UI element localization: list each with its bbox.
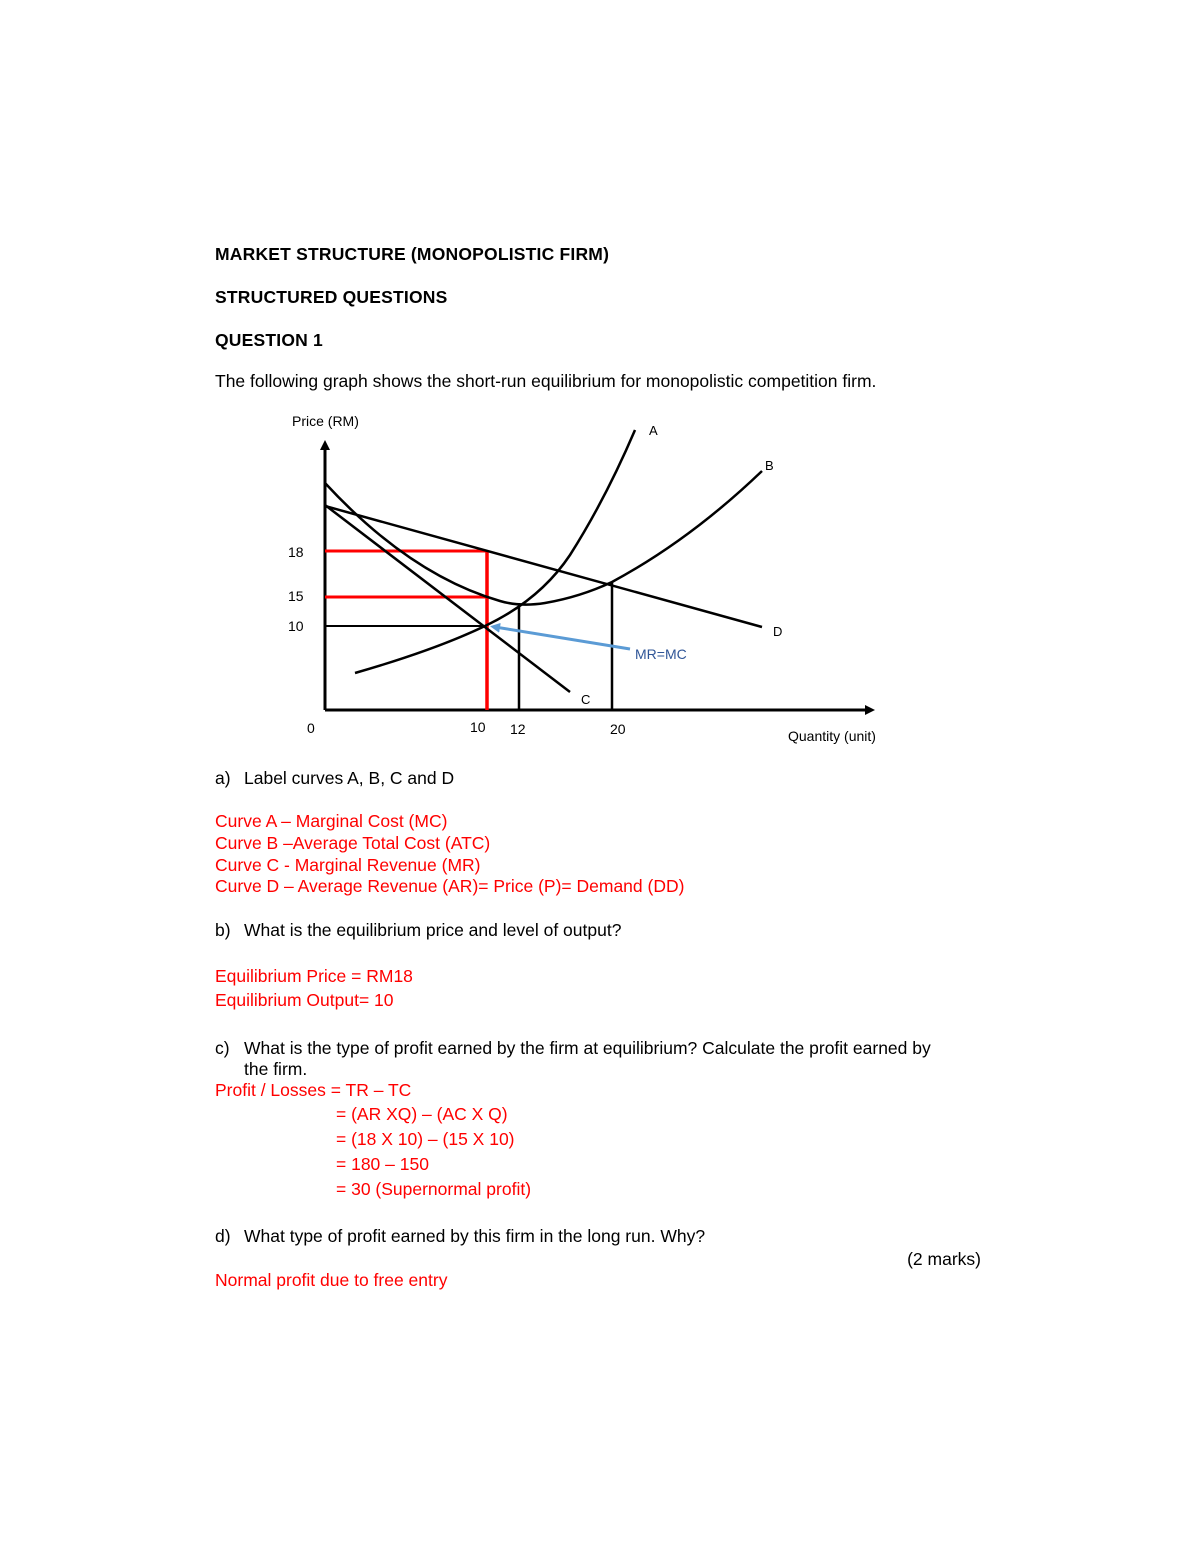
question-a (215, 768, 454, 789)
answer-a-line: Curve A – Marginal Cost (MC) (215, 811, 448, 831)
answer-a-line: Curve D – Average Revenue (AR)= Price (P)= Demand (DD) (215, 876, 685, 896)
marks-label: (2 marks) (907, 1249, 981, 1269)
y-tick-label: 10 (288, 618, 304, 634)
y-tick-label: 15 (288, 588, 304, 604)
curve-d-label: D (773, 624, 783, 639)
question-c-text-continued: the firm. (244, 1059, 308, 1079)
answer-a-line: Curve C - Marginal Revenue (MR) (215, 855, 481, 875)
question-a-text: Label curves A, B, C and D (244, 768, 455, 788)
answer-d: Normal profit due to free entry (215, 1270, 448, 1290)
curve-a-label: A (649, 423, 658, 438)
question-b-number: b) (215, 920, 231, 940)
question-c-number: c) (215, 1038, 230, 1058)
y-tick-label: 18 (288, 544, 304, 560)
curve-c-label: C (581, 692, 591, 707)
answer-c-step: = (AR XQ) – (AC X Q) (336, 1104, 508, 1124)
monopolistic-competition-graph (270, 405, 910, 750)
answer-b-line: Equilibrium Price = RM18 (215, 966, 413, 986)
mr-mc-annotation: MR=MC (635, 646, 687, 662)
x-tick-label: 20 (610, 721, 626, 737)
curve-b-label: B (765, 458, 774, 473)
question-b (215, 920, 621, 941)
x-tick-label: 12 (510, 721, 526, 737)
question-d-text: What type of profit earned by this firm in the long run. Why? (244, 1226, 706, 1246)
intro-text: The following graph shows the short-run equilibrium for monopolistic competition firm. (215, 371, 877, 391)
answer-c-step: = (18 X 10) – (15 X 10) (336, 1129, 515, 1149)
answer-c-step: = 30 (Supernormal profit) (336, 1179, 532, 1199)
section-heading: STRUCTURED QUESTIONS (215, 287, 448, 307)
origin-label: 0 (307, 720, 315, 736)
curve-d-ar (325, 506, 762, 627)
answer-c-formula: Profit / Losses = TR – TC (215, 1080, 412, 1100)
x-axis-label: Quantity (unit) (788, 728, 876, 744)
answer-b-line: Equilibrium Output= 10 (215, 990, 394, 1010)
question-c (215, 1038, 931, 1059)
curve-b-atc (325, 471, 762, 605)
question-d-number: d) (215, 1226, 231, 1246)
x-tick-label: 10 (470, 719, 486, 735)
answer-a-line: Curve B –Average Total Cost (ATC) (215, 833, 491, 853)
mr-mc-arrow (495, 627, 630, 649)
question-a-number: a) (215, 768, 231, 788)
question-b-text: What is the equilibrium price and level of output? (244, 920, 622, 940)
question-c-text: What is the type of profit earned by the firm at equilibrium? Calculate the profit earned by (244, 1038, 931, 1058)
answer-c-step: = 180 – 150 (336, 1154, 429, 1174)
y-axis-label: Price (RM) (292, 413, 359, 429)
document-title: MARKET STRUCTURE (MONOPOLISTIC FIRM) (215, 244, 610, 264)
question-heading: QUESTION 1 (215, 330, 323, 350)
question-d (215, 1226, 705, 1247)
